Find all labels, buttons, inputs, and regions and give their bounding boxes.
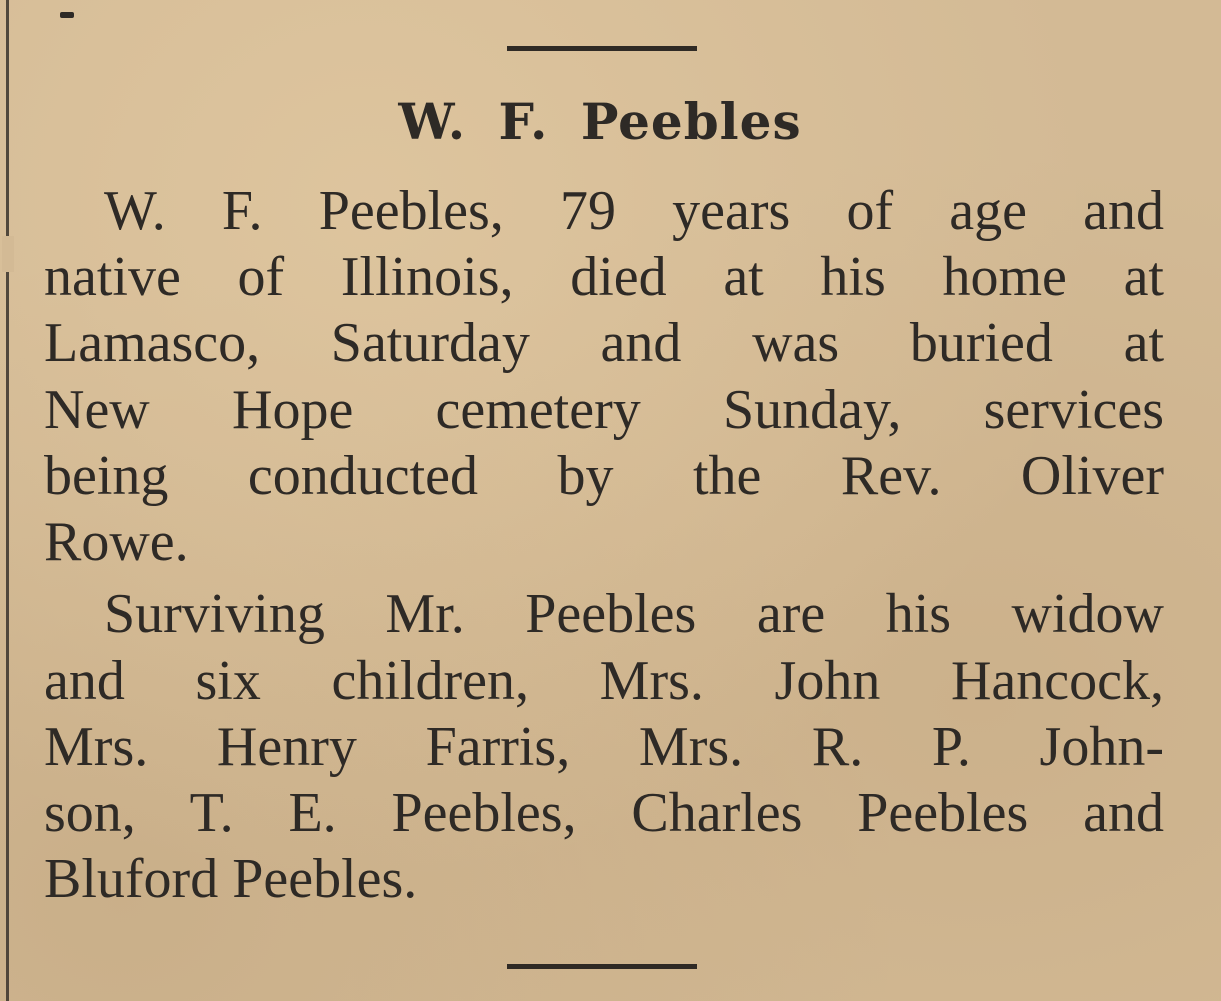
body-line: Bluford Peebles. [44, 848, 418, 910]
obituary-headline: W. F. Peebles [398, 92, 802, 151]
body-line: being conducted by the Rev. Oliver [44, 445, 1164, 507]
body-line: Lamasco, Saturday and was buried at [44, 312, 1164, 374]
body-line: New Hope cemetery Sunday, services [44, 379, 1164, 441]
body-line: Surviving Mr. Peebles are his widow [104, 583, 1164, 645]
top-divider-rule [507, 46, 697, 51]
body-line: Mrs. Henry Farris, Mrs. R. P. John- [44, 716, 1164, 778]
column-rule-break [2, 236, 14, 272]
body-line: and six children, Mrs. John Hancock, [44, 650, 1164, 712]
ink-mark [60, 12, 74, 18]
body-line: W. F. Peebles, 79 years of age and [104, 180, 1164, 242]
body-line: son, T. E. Peebles, Charles Peebles and [44, 782, 1164, 844]
body-line: native of Illinois, died at his home at [44, 246, 1164, 308]
bottom-divider-rule [507, 964, 697, 969]
body-line: Rowe. [44, 511, 189, 573]
column-rule [6, 0, 9, 1001]
